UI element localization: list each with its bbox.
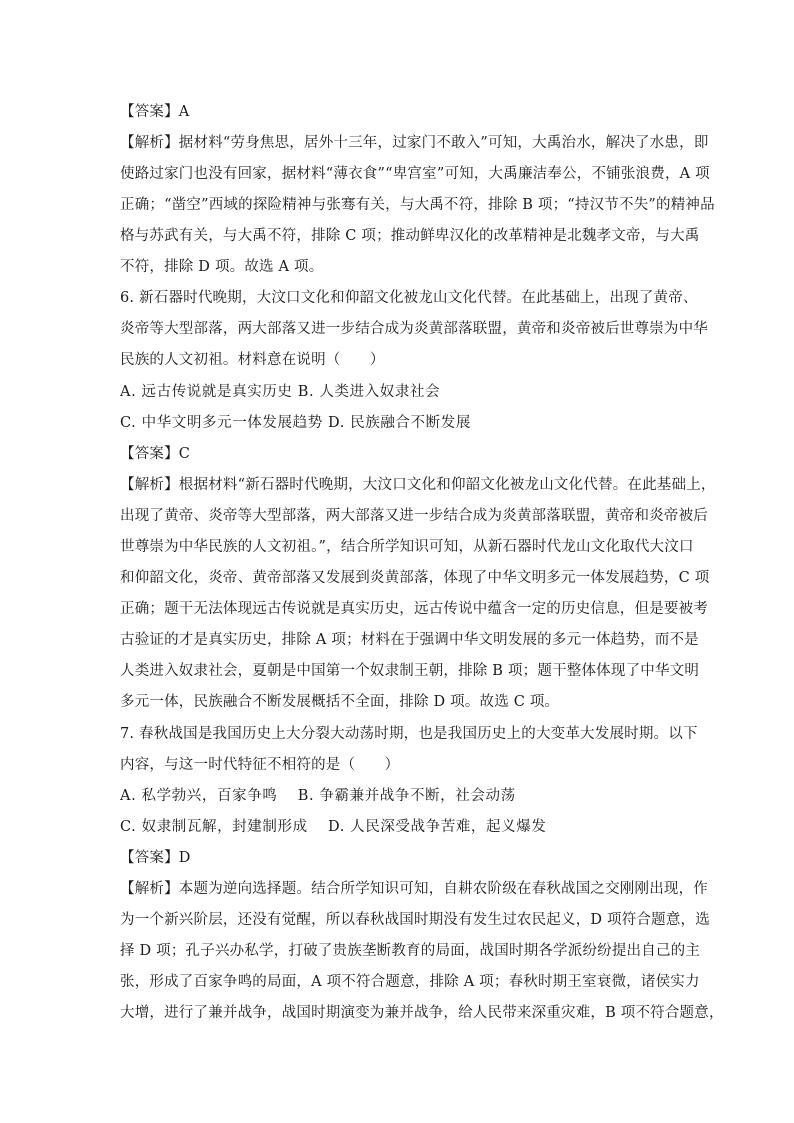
question-line: 6. 新石器时代晚期，大汶口文化和仰韶文化被龙山文化代替。在此基础上，出现了黄帝、 xyxy=(120,290,698,306)
analysis-line: 使路过家门也没有回家，据材料“薄衣食”“卑宫室”可知，大禹廉洁奉公，不铺张浪费，A 项 xyxy=(120,166,710,182)
analysis-line: 择 D 项；孔子兴办私学，打破了贵族垄断教育的局面，战国时期各学派纷纷提出自己的主 xyxy=(120,943,701,959)
question-line: 内容，与这一时代特征不相符的是（ ） xyxy=(120,757,400,773)
analysis-line: 格与苏武有关，与大禹不符，排除 C 项；推动鲜卑汉化的改革精神是北魏孝文帝，与大禹 xyxy=(120,228,700,244)
option-line: C. 中华文明多元一体发展趋势 D. 民族融合不断发展 xyxy=(120,415,471,431)
answer-line: 【答案】C xyxy=(120,446,191,462)
analysis-line: 正确；题干无法体现远古传说就是真实历史，远古传说中蕴含一定的历史信息，但是要被考 xyxy=(120,601,708,617)
analysis-line: 【解析】本题为逆向选择题。结合所学知识可知，自耕农阶级在春秋战国之交刚刚出现，作 xyxy=(120,881,708,897)
question-line: 民族的人文初祖。材料意在说明（ ） xyxy=(120,352,385,368)
analysis-line: 不符，排除 D 项。故选 A 项。 xyxy=(120,259,324,275)
option-line: C. 奴隶制瓦解，封建制形成 D. 人民深受战争苦难，起义爆发 xyxy=(120,819,547,835)
analysis-line: 【解析】根据材料“新石器时代晚期，大汶口文化和仰韶文化被龙山文化代替。在此基础上， xyxy=(120,477,716,493)
analysis-line: 和仰韶文化，炎帝、黄帝部落又发展到炎黄部落，体现了中华文明多元一体发展趋势，C 项 xyxy=(120,570,710,586)
question-line: 炎帝等大型部落，两大部落又进一步结合成为炎黄部落联盟，黄帝和炎帝被后世尊崇为中华 xyxy=(120,321,708,337)
option-line: A. 私学勃兴，百家争鸣 B. 争霸兼并战争不断，社会动荡 xyxy=(120,788,516,804)
analysis-line: 为一个新兴阶层，还没有觉醒，所以春秋战国时期没有发生过农民起义，D 项符合题意，选 xyxy=(120,912,710,928)
analysis-line: 大增，进行了兼并战争，战国时期演变为兼并战争，给人民带来深重灾难，B 项不符合题意， xyxy=(120,1005,724,1021)
analysis-line: 古验证的才是真实历史，排除 A 项；材料在于强调中华文明发展的多元一体趋势，而不是 xyxy=(120,632,699,648)
analysis-line: 世尊崇为中华民族的人文初祖。”，结合所学知识可知，从新石器时代龙山文化取代大汶口 xyxy=(120,539,694,555)
analysis-line: 正确；“凿空”西域的探险精神与张骞有关，与大禹不符，排除 B 项；“持汉节不失”的精神品 xyxy=(120,197,715,213)
analysis-line: 【解析】据材料“劳身焦思，居外十三年，过家门不敢入”可知，大禹治水，解决了水患，即 xyxy=(120,135,709,151)
option-line: A. 远古传说就是真实历史 B. 人类进入奴隶社会 xyxy=(120,384,441,400)
analysis-line: 张，形成了百家争鸣的局面，A 项不符合题意，排除 A 项；春秋时期王室衰微，诸侯实力 xyxy=(120,974,700,990)
answer-line: 【答案】D xyxy=(120,850,191,866)
analysis-line: 人类进入奴隶社会，夏朝是中国第一个奴隶制王朝，排除 B 项；题干整体体现了中华文明 xyxy=(120,663,700,679)
analysis-line: 多元一体，民族融合不断发展概括不全面，排除 D 项。故选 C 项。 xyxy=(120,694,560,710)
analysis-line: 出现了黄帝、炎帝等大型部落，两大部落又进一步结合成为炎黄部落联盟，黄帝和炎帝被后 xyxy=(120,508,708,524)
answer-line: 【答案】A xyxy=(120,104,190,120)
question-line: 7. 春秋战国是我国历史上大分裂大动荡时期，也是我国历史上的大变革大发展时期。以下 xyxy=(120,726,698,742)
